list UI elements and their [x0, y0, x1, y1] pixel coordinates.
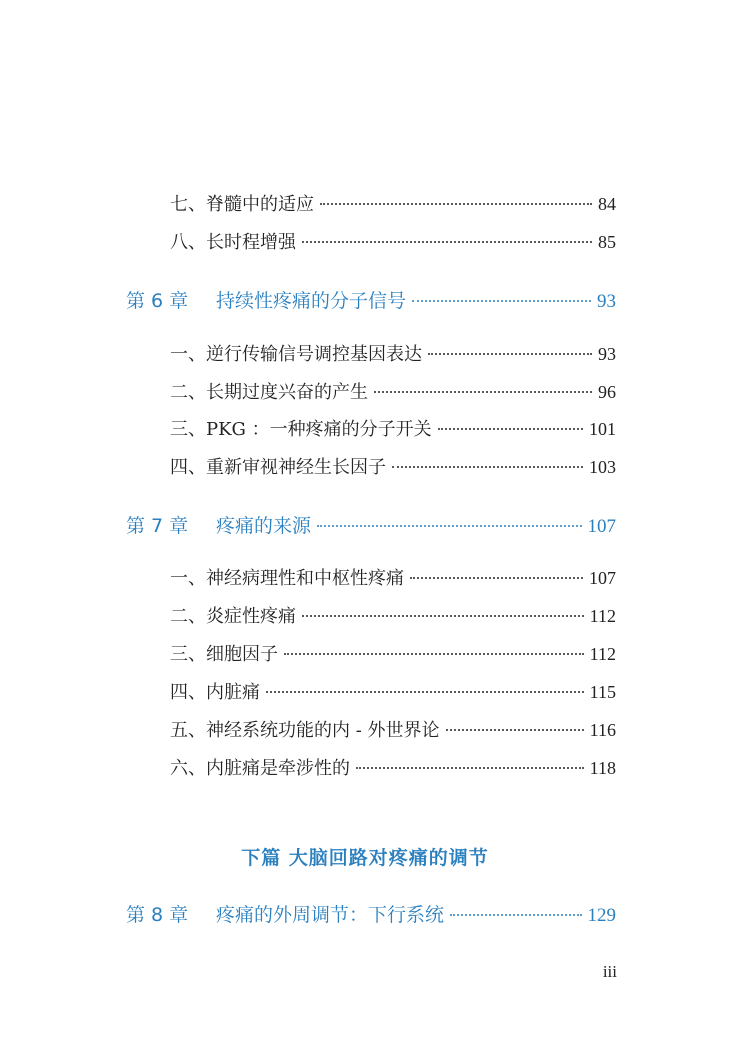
dot-leader — [284, 653, 584, 655]
toc-entry-label: 一、逆行传输信号调控基因表达 — [170, 344, 422, 365]
toc-entry-page: 85 — [598, 232, 616, 252]
toc-entry — [170, 602, 616, 628]
toc-entry-label: 三、PKG ：一种疼痛的分子开关 — [170, 419, 432, 440]
chapter-heading — [126, 511, 616, 538]
chapter-title: 疼痛的来源 — [216, 515, 312, 537]
dot-leader — [374, 391, 592, 393]
toc-entry-page: 93 — [598, 344, 616, 364]
toc-entry-label: 八、长时程增强 — [170, 232, 296, 253]
dot-leader — [302, 241, 592, 243]
chapter-page: 129 — [587, 905, 616, 926]
toc-entry-page: 96 — [598, 382, 616, 402]
toc-entry-page: 103 — [589, 457, 616, 477]
toc-entry — [170, 564, 616, 590]
dot-leader — [412, 300, 591, 302]
toc-entry-page: 112 — [589, 644, 616, 664]
toc-entry-label: 二、长期过度兴奋的产生 — [170, 382, 368, 403]
toc-entry — [170, 228, 616, 254]
toc-entry — [170, 415, 616, 441]
toc-entry-page: 107 — [589, 568, 616, 588]
toc-entry-label: 二、炎症性疼痛 — [170, 606, 296, 627]
chapter-title: 疼痛的外周调节：下行系统 — [216, 904, 445, 926]
toc-entry — [170, 340, 616, 366]
page-number: iii — [602, 962, 617, 981]
toc-entry — [170, 716, 616, 742]
toc-entry-page: 116 — [589, 720, 616, 740]
chapter-page: 107 — [587, 516, 616, 537]
chapter-number: 第 6 章 — [126, 290, 189, 312]
toc-entry-page: 101 — [589, 419, 616, 439]
dot-leader — [392, 466, 583, 468]
toc-entry — [170, 378, 616, 404]
chapter-title: 持续性疼痛的分子信号 — [216, 290, 407, 312]
toc-entry — [170, 640, 616, 666]
dot-leader — [320, 203, 592, 205]
part-title: 下篇 大脑回路对疼痛的调节 — [241, 847, 489, 869]
toc-entry-label: 四、内脏痛 — [170, 682, 260, 703]
dot-leader — [446, 729, 584, 731]
toc-entry-label: 六、内脏痛是牵涉性的 — [170, 758, 350, 779]
dot-leader — [266, 691, 584, 693]
toc-entry-label: 七、脊髓中的适应 — [170, 194, 314, 215]
chapter-page: 93 — [597, 291, 616, 312]
chapter-heading — [126, 286, 616, 313]
chapter-number: 第 8 章 — [126, 904, 189, 926]
toc-entry-label: 一、神经病理性和中枢性疼痛 — [170, 568, 404, 589]
chapter-heading — [126, 900, 616, 927]
toc-entry-page: 118 — [589, 758, 616, 778]
toc-entry — [170, 453, 616, 479]
dot-leader — [302, 615, 584, 617]
dot-leader — [428, 353, 592, 355]
toc-entry-label: 三、细胞因子 — [170, 644, 278, 665]
dot-leader — [438, 428, 583, 430]
toc-entry-page: 115 — [589, 682, 616, 702]
toc-entry — [170, 754, 616, 780]
toc-entry — [170, 190, 616, 216]
dot-leader — [356, 767, 584, 769]
toc-entry-label: 四、重新审视神经生长因子 — [170, 457, 386, 478]
dot-leader — [317, 525, 581, 527]
toc-entry — [170, 678, 616, 704]
toc-entry-page: 112 — [589, 606, 616, 626]
dot-leader — [410, 577, 583, 579]
toc-entry-label: 五、神经系统功能的内 - 外世界论 — [170, 720, 440, 741]
dot-leader — [450, 914, 581, 916]
chapter-number: 第 7 章 — [126, 515, 189, 537]
toc-entry-page: 84 — [598, 194, 616, 214]
